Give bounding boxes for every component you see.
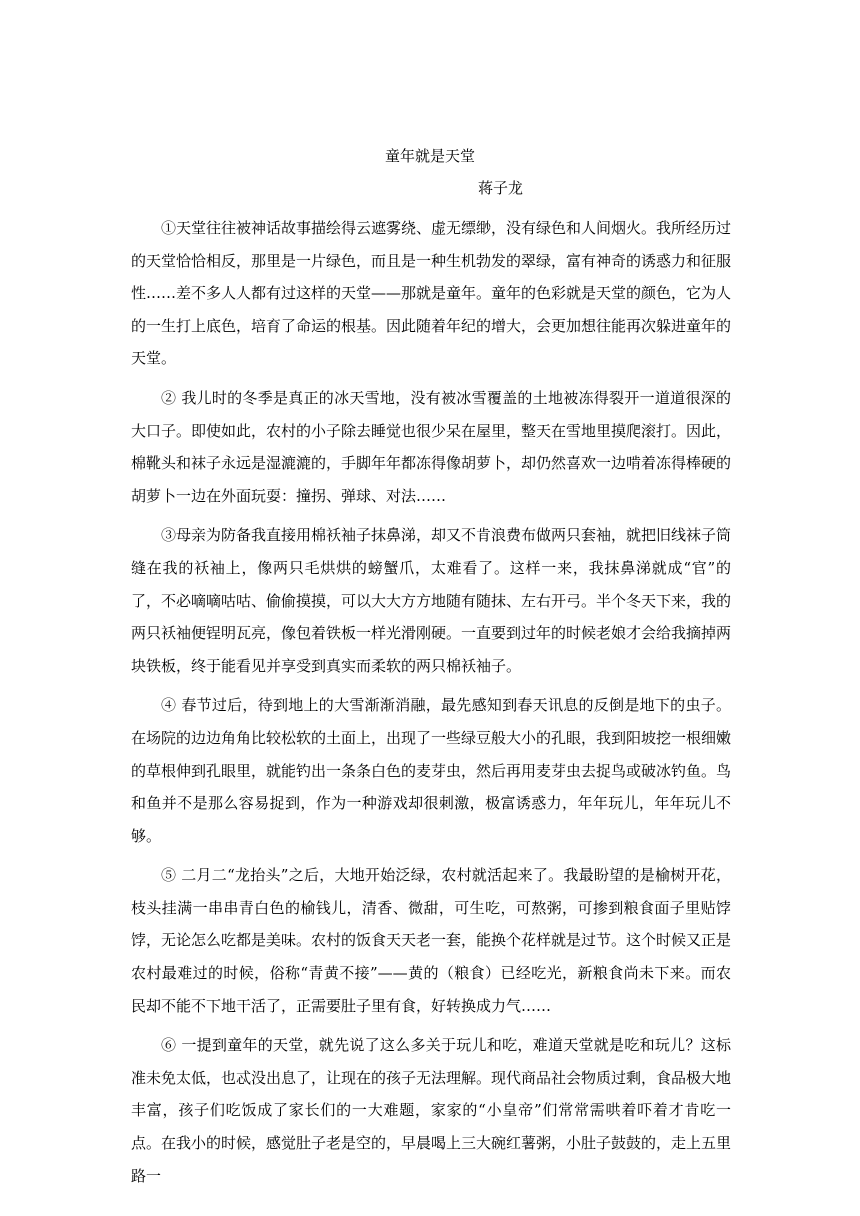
page-title: 童年就是天堂 [384, 147, 475, 165]
paragraph-5: ⑤ 二月二“龙抬头”之后，大地开始泛绿，农村就活起来了。我最盼望的是榆树开花，枝头挂满一串串青白色的榆钱儿，清香、微甜，可生吃，可熬粥，可掺到粮食面子里贴饽饽，无论怎么吃都是美味。农村的饭食天天老一套，能换个花样就是过节。这个时候又正是农村最难过的时候，俗称“青黄不接”——黄的（粮食）已经吃光，新粮食尚未下来。而农民却不能不下地干活了，正需要肚子里有食，好转换成力气…… [131, 866, 732, 1015]
paragraph-6: ⑥ 一提到童年的天堂，就先说了这么多关于玩儿和吃，难道天堂就是吃和玩儿？这标准未免太低，也忒没出息了，让现在的孩子无法理解。现代商品社会物质过剩，食品极大地丰富，孩子们吃饭成了家长们的一大难题，家家的“小皇帝”们常常需哄着吓着才肯吃一点。在我小的时候，感觉肚子老是空的，早晨喝上三大碗红薯粥，小肚子鼓鼓的，走上五里路一 [131, 1036, 732, 1185]
paragraph-4: ④ 春节过后，待到地上的大雪渐渐消融，最先感知到春天讯息的反倒是地下的虫子。在场院的边边角角比较松软的土面上，出现了一些绿豆般大小的孔眼，我到阳坡挖一根细嫩的草根伸到孔眼里，就能钓出一条条白色的麦芽虫，然后再用麦芽虫去捉鸟或破冰钓鱼。鸟和鱼并不是那么容易捉到，作为一种游戏却很刺激，极富诱惑力，年年玩儿，年年玩儿不够。 [131, 696, 732, 845]
paragraph-1: ①天堂往往被神话故事描绘得云遮雾绕、虚无缥缈，没有绿色和人间烟火。我所经历过的天堂恰恰相反，那里是一片绿色，而且是一种生机勃发的翠绿，富有神奇的诱惑力和征服性……差不多人人都有过这样的天堂——那就是童年。童年的色彩就是天堂的颜色，它为人的一生打上底色，培育了命运的根基。因此随着年纪的增大，会更加想往能再次躲进童年的天堂。 [131, 219, 732, 368]
author-name: 蒋子龙 [478, 179, 524, 197]
paragraph-2: ② 我儿时的冬季是真正的冰天雪地，没有被冰雪覆盖的土地被冻得裂开一道道很深的大口子。即使如此，农村的小子除去睡觉也很少呆在屋里，整天在雪地里摸爬滚打。因此，棉靴头和袜子永远是湿漉漉的，手脚年年都冻得像胡萝卜，却仍然喜欢一边啃着冻得棒硬的胡萝卜一边在外面玩耍：撞拐、弹球、对法…… [131, 388, 732, 505]
paragraph-3: ③母亲为防备我直接用棉袄袖子抹鼻涕，却又不肯浪费布做两只套袖，就把旧线袜子筒缝在我的袄袖上，像两只毛烘烘的螃蟹爪，太难看了。这样一来，我抹鼻涕就成“官”的了，不必嘀嘀咕咕、偷偷摸摸，可以大大方方地随有随抹、左右开弓。半个冬天下来，我的两只袄袖便锃明瓦亮，像包着铁板一样光滑刚硬。一直要到过年的时候老娘才会给我摘掉两块铁板，终于能看见并享受到真实而柔软的两只棉袄袖子。 [131, 526, 732, 675]
article-body [131, 212, 731, 1192]
